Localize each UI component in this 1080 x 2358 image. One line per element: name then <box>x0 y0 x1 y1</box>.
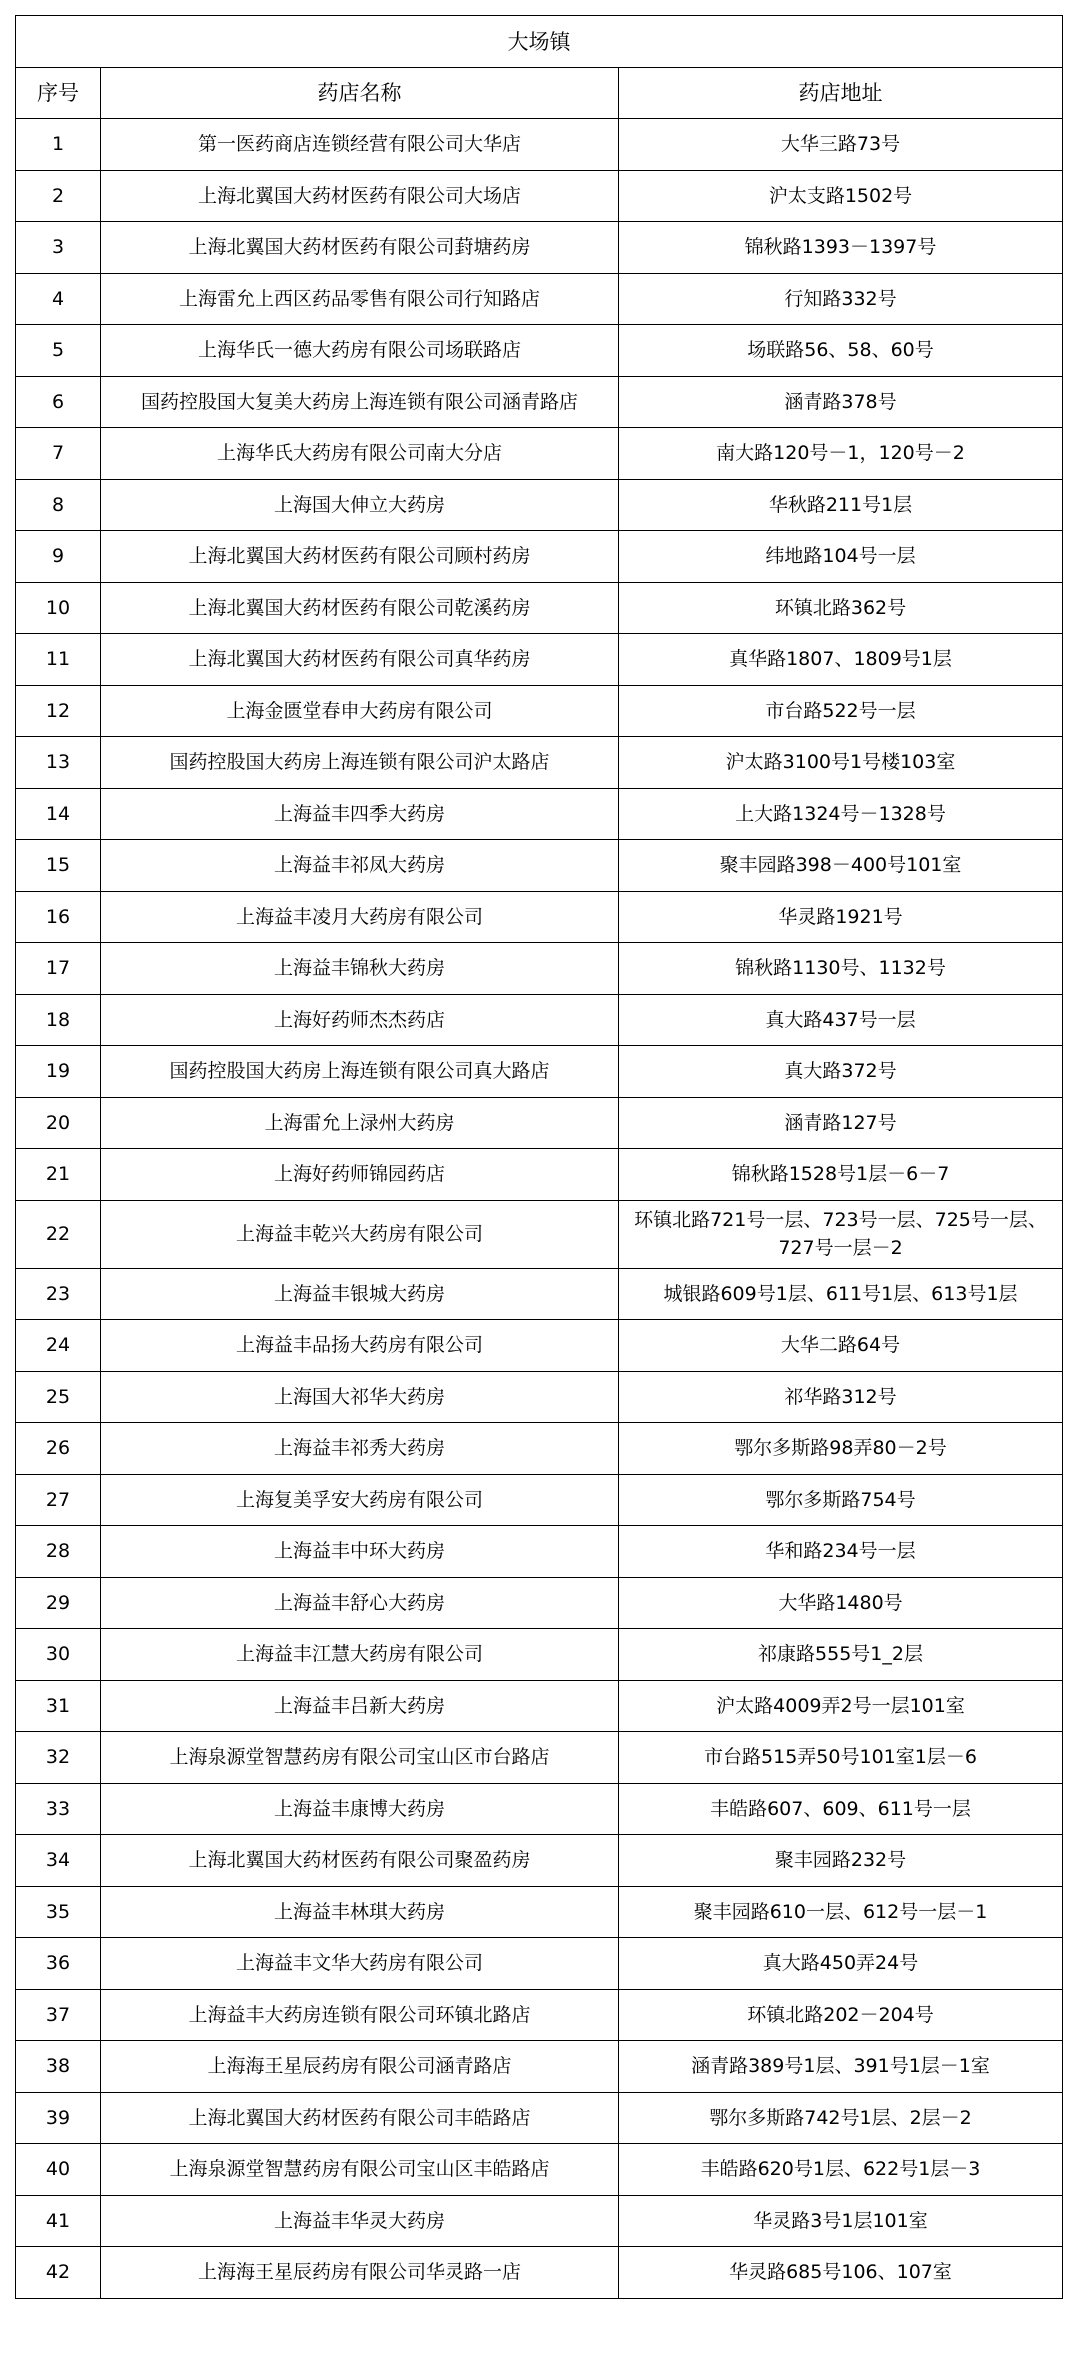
pharmacy-name-cell: 上海益丰品扬大药房有限公司 <box>101 1320 619 1372</box>
pharmacy-name-cell: 上海好药师杰杰药店 <box>101 994 619 1046</box>
table-row <box>16 1835 1063 1887</box>
table-row <box>16 1577 1063 1629</box>
serial-number-cell: 1 <box>16 119 101 171</box>
serial-number-cell: 35 <box>16 1886 101 1938</box>
table-row <box>16 2247 1063 2299</box>
table-row <box>16 2195 1063 2247</box>
table-row <box>16 2144 1063 2196</box>
table-row <box>16 1371 1063 1423</box>
pharmacy-name-cell: 上海益丰祁秀大药房 <box>101 1423 619 1475</box>
serial-number-cell: 32 <box>16 1732 101 1784</box>
pharmacy-address-cell: 锦秋路1393－1397号 <box>619 222 1063 274</box>
pharmacy-address-cell: 行知路332号 <box>619 273 1063 325</box>
pharmacy-address-cell: 上大路1324号－1328号 <box>619 788 1063 840</box>
pharmacy-name-cell: 上海华氏一德大药房有限公司场联路店 <box>101 325 619 377</box>
serial-number-cell: 2 <box>16 170 101 222</box>
serial-number-cell: 18 <box>16 994 101 1046</box>
pharmacy-address-cell: 涵青路389号1层、391号1层－1室 <box>619 2041 1063 2093</box>
pharmacy-name-cell: 上海北翼国大药材医药有限公司葑塘药房 <box>101 222 619 274</box>
pharmacy-address-cell: 纬地路104号一层 <box>619 531 1063 583</box>
table-row <box>16 1526 1063 1578</box>
pharmacy-address-cell: 祁康路555号1_2层 <box>619 1629 1063 1681</box>
table-row <box>16 891 1063 943</box>
table-row <box>16 685 1063 737</box>
pharmacy-address-cell: 华和路234号一层 <box>619 1526 1063 1578</box>
pharmacy-address-cell: 城银路609号1层、611号1层、613号1层 <box>619 1268 1063 1320</box>
table-row <box>16 2092 1063 2144</box>
pharmacy-name-cell: 上海北翼国大药材医药有限公司顾村药房 <box>101 531 619 583</box>
pharmacy-address-cell: 聚丰园路398－400号101室 <box>619 840 1063 892</box>
table-row <box>16 1046 1063 1098</box>
pharmacy-address-cell: 大华三路73号 <box>619 119 1063 171</box>
pharmacy-name-cell: 上海北翼国大药材医药有限公司大场店 <box>101 170 619 222</box>
pharmacy-address-cell: 华灵路1921号 <box>619 891 1063 943</box>
table-row <box>16 1783 1063 1835</box>
table-row <box>16 531 1063 583</box>
table-row <box>16 1886 1063 1938</box>
serial-number-cell: 10 <box>16 582 101 634</box>
pharmacy-name-cell: 上海益丰康博大药房 <box>101 1783 619 1835</box>
serial-number-cell: 26 <box>16 1423 101 1475</box>
pharmacy-name-cell: 上海好药师锦园药店 <box>101 1149 619 1201</box>
serial-number-cell: 11 <box>16 634 101 686</box>
table-row <box>16 737 1063 789</box>
pharmacy-name-cell: 上海益丰吕新大药房 <box>101 1680 619 1732</box>
table-row <box>16 479 1063 531</box>
table-row <box>16 1268 1063 1320</box>
pharmacy-address-cell: 市台路522号一层 <box>619 685 1063 737</box>
table-row <box>16 273 1063 325</box>
pharmacy-address-cell: 丰皓路620号1层、622号1层－3 <box>619 2144 1063 2196</box>
pharmacy-address-cell: 涵青路127号 <box>619 1097 1063 1149</box>
table-row <box>16 840 1063 892</box>
pharmacy-address-cell: 真大路372号 <box>619 1046 1063 1098</box>
pharmacy-name-cell: 上海海王星辰药房有限公司涵青路店 <box>101 2041 619 2093</box>
serial-number-cell: 20 <box>16 1097 101 1149</box>
table-row <box>16 119 1063 171</box>
serial-number-cell: 23 <box>16 1268 101 1320</box>
serial-number-cell: 34 <box>16 1835 101 1887</box>
pharmacy-name-cell: 上海北翼国大药材医药有限公司丰皓路店 <box>101 2092 619 2144</box>
pharmacy-address-cell: 南大路120号－1，120号－2 <box>619 428 1063 480</box>
table-row <box>16 1629 1063 1681</box>
pharmacy-address-cell: 聚丰园路232号 <box>619 1835 1063 1887</box>
table-header-row <box>16 68 1063 119</box>
pharmacy-address-cell: 祁华路312号 <box>619 1371 1063 1423</box>
pharmacy-address-cell: 鄂尔多斯路754号 <box>619 1474 1063 1526</box>
table-row <box>16 170 1063 222</box>
pharmacy-address-cell: 锦秋路1130号、1132号 <box>619 943 1063 995</box>
pharmacy-address-cell: 场联路56、58、60号 <box>619 325 1063 377</box>
table-row <box>16 1200 1063 1268</box>
pharmacy-address-cell: 沪太路3100号1号楼103室 <box>619 737 1063 789</box>
serial-number-cell: 19 <box>16 1046 101 1098</box>
serial-number-cell: 39 <box>16 2092 101 2144</box>
pharmacy-name-cell: 国药控股国大药房上海连锁有限公司沪太路店 <box>101 737 619 789</box>
pharmacy-name-cell: 上海雷允上西区药品零售有限公司行知路店 <box>101 273 619 325</box>
pharmacy-address-cell: 大华路1480号 <box>619 1577 1063 1629</box>
pharmacy-name-cell: 上海泉源堂智慧药房有限公司宝山区丰皓路店 <box>101 2144 619 2196</box>
table-body <box>16 119 1063 2299</box>
pharmacy-name-cell: 上海北翼国大药材医药有限公司真华药房 <box>101 634 619 686</box>
pharmacy-address-cell: 大华二路64号 <box>619 1320 1063 1372</box>
serial-number-cell: 30 <box>16 1629 101 1681</box>
pharmacy-address-cell: 华灵路685号106、107室 <box>619 2247 1063 2299</box>
header-serial-number: 序号 <box>16 68 101 119</box>
pharmacy-name-cell: 上海复美孚安大药房有限公司 <box>101 1474 619 1526</box>
serial-number-cell: 14 <box>16 788 101 840</box>
pharmacy-name-cell: 第一医药商店连锁经营有限公司大华店 <box>101 119 619 171</box>
pharmacy-name-cell: 上海益丰中环大药房 <box>101 1526 619 1578</box>
pharmacy-name-cell: 上海雷允上渌州大药房 <box>101 1097 619 1149</box>
pharmacy-name-cell: 上海华氏大药房有限公司南大分店 <box>101 428 619 480</box>
serial-number-cell: 24 <box>16 1320 101 1372</box>
pharmacy-table <box>15 15 1063 2299</box>
pharmacy-address-cell: 沪太路4009弄2号一层101室 <box>619 1680 1063 1732</box>
pharmacy-name-cell: 上海益丰祁凤大药房 <box>101 840 619 892</box>
serial-number-cell: 3 <box>16 222 101 274</box>
pharmacy-name-cell: 上海北翼国大药材医药有限公司聚盈药房 <box>101 1835 619 1887</box>
table-row <box>16 1474 1063 1526</box>
serial-number-cell: 15 <box>16 840 101 892</box>
serial-number-cell: 9 <box>16 531 101 583</box>
pharmacy-name-cell: 上海海王星辰药房有限公司华灵路一店 <box>101 2247 619 2299</box>
pharmacy-address-cell: 聚丰园路610一层、612号一层－1 <box>619 1886 1063 1938</box>
table-row <box>16 943 1063 995</box>
serial-number-cell: 6 <box>16 376 101 428</box>
serial-number-cell: 42 <box>16 2247 101 2299</box>
table-row <box>16 994 1063 1046</box>
table-row <box>16 428 1063 480</box>
pharmacy-address-cell: 涵青路378号 <box>619 376 1063 428</box>
pharmacy-address-cell: 华秋路211号1层 <box>619 479 1063 531</box>
pharmacy-address-cell: 真大路450弄24号 <box>619 1938 1063 1990</box>
pharmacy-address-cell: 真大路437号一层 <box>619 994 1063 1046</box>
pharmacy-address-cell: 锦秋路1528号1层－6－7 <box>619 1149 1063 1201</box>
serial-number-cell: 12 <box>16 685 101 737</box>
serial-number-cell: 8 <box>16 479 101 531</box>
serial-number-cell: 37 <box>16 1989 101 2041</box>
table-title-row <box>16 16 1063 68</box>
pharmacy-name-cell: 国药控股国大药房上海连锁有限公司真大路店 <box>101 1046 619 1098</box>
table-row <box>16 634 1063 686</box>
pharmacy-address-cell: 沪太支路1502号 <box>619 170 1063 222</box>
table-title: 大场镇 <box>16 16 1063 68</box>
pharmacy-name-cell: 上海益丰文华大药房有限公司 <box>101 1938 619 1990</box>
pharmacy-name-cell: 上海国大伸立大药房 <box>101 479 619 531</box>
pharmacy-address-cell: 环镇北路721号一层、723号一层、725号一层、727号一层－2 <box>619 1200 1063 1268</box>
serial-number-cell: 21 <box>16 1149 101 1201</box>
pharmacy-name-cell: 上海益丰乾兴大药房有限公司 <box>101 1200 619 1268</box>
serial-number-cell: 38 <box>16 2041 101 2093</box>
pharmacy-address-cell: 环镇北路362号 <box>619 582 1063 634</box>
pharmacy-name-cell: 上海益丰银城大药房 <box>101 1268 619 1320</box>
serial-number-cell: 27 <box>16 1474 101 1526</box>
serial-number-cell: 41 <box>16 2195 101 2247</box>
serial-number-cell: 36 <box>16 1938 101 1990</box>
serial-number-cell: 13 <box>16 737 101 789</box>
serial-number-cell: 4 <box>16 273 101 325</box>
pharmacy-name-cell: 国药控股国大复美大药房上海连锁有限公司涵青路店 <box>101 376 619 428</box>
table-row <box>16 1423 1063 1475</box>
pharmacy-name-cell: 上海益丰凌月大药房有限公司 <box>101 891 619 943</box>
pharmacy-name-cell: 上海金匮堂春申大药房有限公司 <box>101 685 619 737</box>
serial-number-cell: 29 <box>16 1577 101 1629</box>
serial-number-cell: 25 <box>16 1371 101 1423</box>
serial-number-cell: 7 <box>16 428 101 480</box>
table-row <box>16 788 1063 840</box>
pharmacy-name-cell: 上海益丰四季大药房 <box>101 788 619 840</box>
pharmacy-address-cell: 真华路1807、1809号1层 <box>619 634 1063 686</box>
pharmacy-address-cell: 华灵路3号1层101室 <box>619 2195 1063 2247</box>
pharmacy-name-cell: 上海益丰锦秋大药房 <box>101 943 619 995</box>
table-row <box>16 1732 1063 1784</box>
pharmacy-name-cell: 上海益丰舒心大药房 <box>101 1577 619 1629</box>
pharmacy-address-cell: 市台路515弄50号101室1层－6 <box>619 1732 1063 1784</box>
table-row <box>16 1938 1063 1990</box>
pharmacy-address-cell: 丰皓路607、609、611号一层 <box>619 1783 1063 1835</box>
table-row <box>16 1680 1063 1732</box>
serial-number-cell: 16 <box>16 891 101 943</box>
serial-number-cell: 28 <box>16 1526 101 1578</box>
serial-number-cell: 40 <box>16 2144 101 2196</box>
serial-number-cell: 22 <box>16 1200 101 1268</box>
serial-number-cell: 33 <box>16 1783 101 1835</box>
serial-number-cell: 31 <box>16 1680 101 1732</box>
serial-number-cell: 5 <box>16 325 101 377</box>
pharmacy-name-cell: 上海国大祁华大药房 <box>101 1371 619 1423</box>
pharmacy-name-cell: 上海北翼国大药材医药有限公司乾溪药房 <box>101 582 619 634</box>
pharmacy-address-cell: 鄂尔多斯路742号1层、2层－2 <box>619 2092 1063 2144</box>
table-row <box>16 325 1063 377</box>
table-row <box>16 1097 1063 1149</box>
table-row <box>16 2041 1063 2093</box>
header-pharmacy-name: 药店名称 <box>101 68 619 119</box>
table-row <box>16 1149 1063 1201</box>
pharmacy-name-cell: 上海益丰大药房连锁有限公司环镇北路店 <box>101 1989 619 2041</box>
table-row <box>16 1320 1063 1372</box>
pharmacy-address-cell: 环镇北路202－204号 <box>619 1989 1063 2041</box>
table-row <box>16 376 1063 428</box>
pharmacy-address-cell: 鄂尔多斯路98弄80－2号 <box>619 1423 1063 1475</box>
pharmacy-name-cell: 上海泉源堂智慧药房有限公司宝山区市台路店 <box>101 1732 619 1784</box>
pharmacy-name-cell: 上海益丰华灵大药房 <box>101 2195 619 2247</box>
table-row <box>16 222 1063 274</box>
pharmacy-name-cell: 上海益丰江慧大药房有限公司 <box>101 1629 619 1681</box>
header-pharmacy-address: 药店地址 <box>619 68 1063 119</box>
table-row <box>16 582 1063 634</box>
serial-number-cell: 17 <box>16 943 101 995</box>
pharmacy-name-cell: 上海益丰林琪大药房 <box>101 1886 619 1938</box>
table-row <box>16 1989 1063 2041</box>
